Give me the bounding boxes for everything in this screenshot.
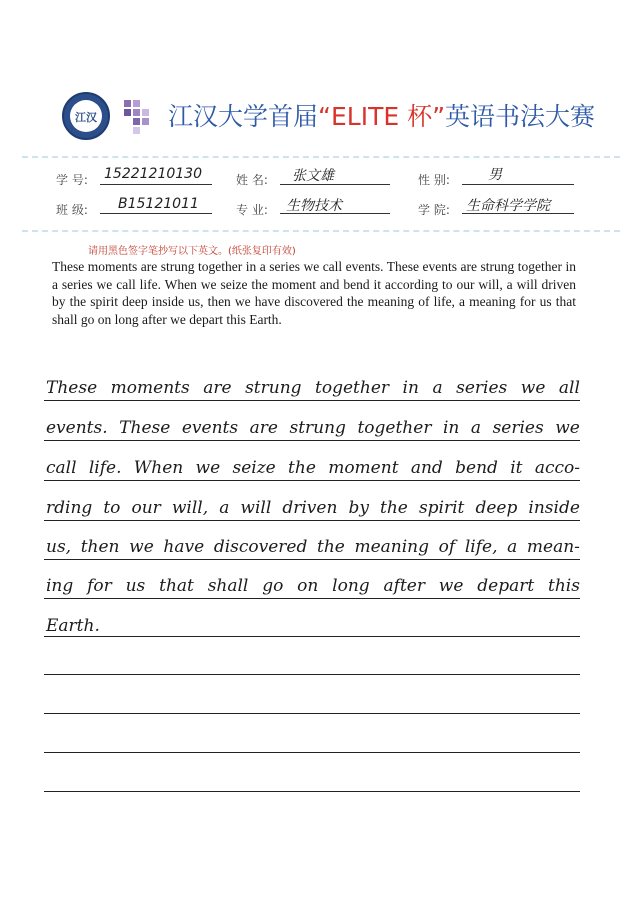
handwritten-word: together [315, 378, 390, 398]
handwriting-line [46, 535, 580, 557]
handwritten-word: life. [88, 458, 122, 478]
handwritten-word: we [520, 378, 546, 398]
handwritten-word: seize [232, 458, 276, 478]
handwritten-word: call [46, 458, 77, 478]
handwritten-word: and [410, 458, 443, 478]
ruled-line-empty [44, 791, 580, 792]
handwritten-word: our [131, 498, 161, 518]
printed-passage: These moments are strung together in a series we call events. These events are strung together in a series we call life. When we seize the moment and bend it according to our will, a will driven by the spirit deep inside us, then we have discovered the meaning of life, a meaning for us that shall go on long after we depart this Earth. [52, 259, 576, 327]
title-highlight: ELITE 杯 [330, 102, 433, 131]
handwritten-word: will [240, 498, 272, 518]
handwritten-word: Earth. [46, 616, 100, 636]
major-label: 专 业: [236, 203, 268, 217]
ruled-line-empty [44, 752, 580, 753]
handwritten-word: meaning [354, 537, 430, 557]
handwritten-word: will, [171, 498, 209, 518]
ruled-line [44, 400, 580, 401]
handwritten-word: that [159, 576, 194, 596]
handwriting-line [46, 614, 580, 636]
divider-bottom [22, 230, 620, 232]
gender-label: 性 别: [418, 173, 450, 187]
handwritten-word: series [492, 418, 544, 438]
major-value: 生物技术 [286, 198, 342, 214]
handwritten-word: go [262, 576, 284, 596]
handwritten-word: we [555, 418, 580, 438]
gender-underline [462, 184, 574, 185]
handwritten-word: When [133, 458, 184, 478]
title-before: 江汉大学首届 [168, 102, 319, 131]
handwritten-word: life, [464, 537, 498, 557]
ruled-line-empty [44, 674, 580, 675]
title-quote-open: “ [318, 102, 331, 131]
handwritten-word: ing [46, 576, 74, 596]
handwritten-word: are [249, 418, 278, 438]
handwritten-word: we [438, 576, 464, 596]
handwritten-word: moments [110, 378, 190, 398]
handwriting-line [46, 574, 580, 596]
handwritten-word: a [432, 378, 443, 398]
handwritten-word: spirit [418, 498, 465, 518]
handwritten-word: These [46, 378, 98, 398]
handwritten-word: then [80, 537, 120, 557]
handwritten-word: a [219, 498, 230, 518]
handwritten-word: in [402, 378, 419, 398]
handwritten-word: events [181, 418, 239, 438]
handwritten-word: in [442, 418, 460, 438]
handwriting-line [46, 496, 580, 518]
class-value: B15121011 [118, 196, 199, 212]
handwritten-word: all [558, 378, 580, 398]
college-value: 生命科学学院 [466, 198, 550, 214]
title-quote-close: ” [432, 102, 446, 131]
handwritten-word: events. [46, 418, 108, 438]
handwritten-word: depart [477, 576, 535, 596]
name-label: 姓 名: [236, 173, 268, 187]
handwritten-word: moment [328, 458, 399, 478]
ruled-line [44, 636, 580, 637]
handwritten-word: the [288, 458, 316, 478]
handwritten-word: These [119, 418, 171, 438]
handwritten-word: for [87, 576, 112, 596]
college-underline [462, 213, 574, 214]
gender-value: 男 [488, 167, 502, 183]
seal-text: 江汉 [75, 111, 97, 124]
handwritten-word: we [129, 537, 154, 557]
student-id-value: 15221210130 [104, 166, 202, 182]
handwritten-word: driven [282, 498, 338, 518]
handwritten-word: to [103, 498, 121, 518]
handwritten-word: deep [475, 498, 518, 518]
handwritten-word: this [548, 576, 580, 596]
title-after: 英语书法大赛 [445, 102, 596, 131]
college-label: 学 院: [418, 203, 450, 217]
ruled-line [44, 520, 580, 521]
ruled-line [44, 598, 580, 599]
handwritten-word: by [348, 498, 369, 518]
ruled-line [44, 440, 580, 441]
handwritten-word: a [507, 537, 518, 557]
handwritten-word: discovered [213, 537, 308, 557]
name-value: 张文雄 [292, 168, 334, 184]
handwritten-word: a [470, 418, 482, 438]
handwritten-word: mean- [526, 537, 580, 557]
handwritten-word: long [332, 576, 370, 596]
handwriting-line [46, 456, 580, 478]
handwritten-word: are [203, 378, 232, 398]
handwritten-word: bend [455, 458, 498, 478]
handwritten-word: us, [46, 537, 72, 557]
handwritten-word: after [383, 576, 425, 596]
divider-top [22, 156, 620, 158]
ruled-line [44, 480, 580, 481]
handwriting-line [46, 376, 580, 398]
name-underline [280, 184, 390, 185]
handwritten-word: strung [289, 418, 346, 438]
handwritten-word: have [163, 537, 205, 557]
ruled-line [44, 559, 580, 560]
class-label: 班 级: [56, 203, 88, 217]
ruled-line-empty [44, 713, 580, 714]
handwritten-word: together [357, 418, 432, 438]
handwritten-word: acco- [534, 458, 580, 478]
handwritten-word: shall [207, 576, 249, 596]
student-id-underline [100, 184, 212, 185]
contest-title [168, 97, 595, 133]
handwritten-word: inside [528, 498, 580, 518]
handwritten-word: rding [46, 498, 93, 518]
handwritten-word: strung [245, 378, 302, 398]
contest-logo-icon [122, 96, 156, 136]
student-id-label: 学 号: [56, 173, 88, 187]
handwritten-word: series [456, 378, 508, 398]
major-underline [280, 213, 390, 214]
handwritten-word: us [125, 576, 146, 596]
handwritten-word: we [195, 458, 221, 478]
handwritten-word: it [510, 458, 523, 478]
class-underline [100, 213, 212, 214]
handwritten-word: of [438, 537, 456, 557]
handwriting-line [46, 416, 580, 438]
handwritten-word: on [297, 576, 319, 596]
handwritten-word: the [317, 537, 345, 557]
handwritten-word: the [380, 498, 408, 518]
instruction-text: 请用黑色签字笔抄写以下英文。(纸张复印有效) [88, 246, 296, 257]
